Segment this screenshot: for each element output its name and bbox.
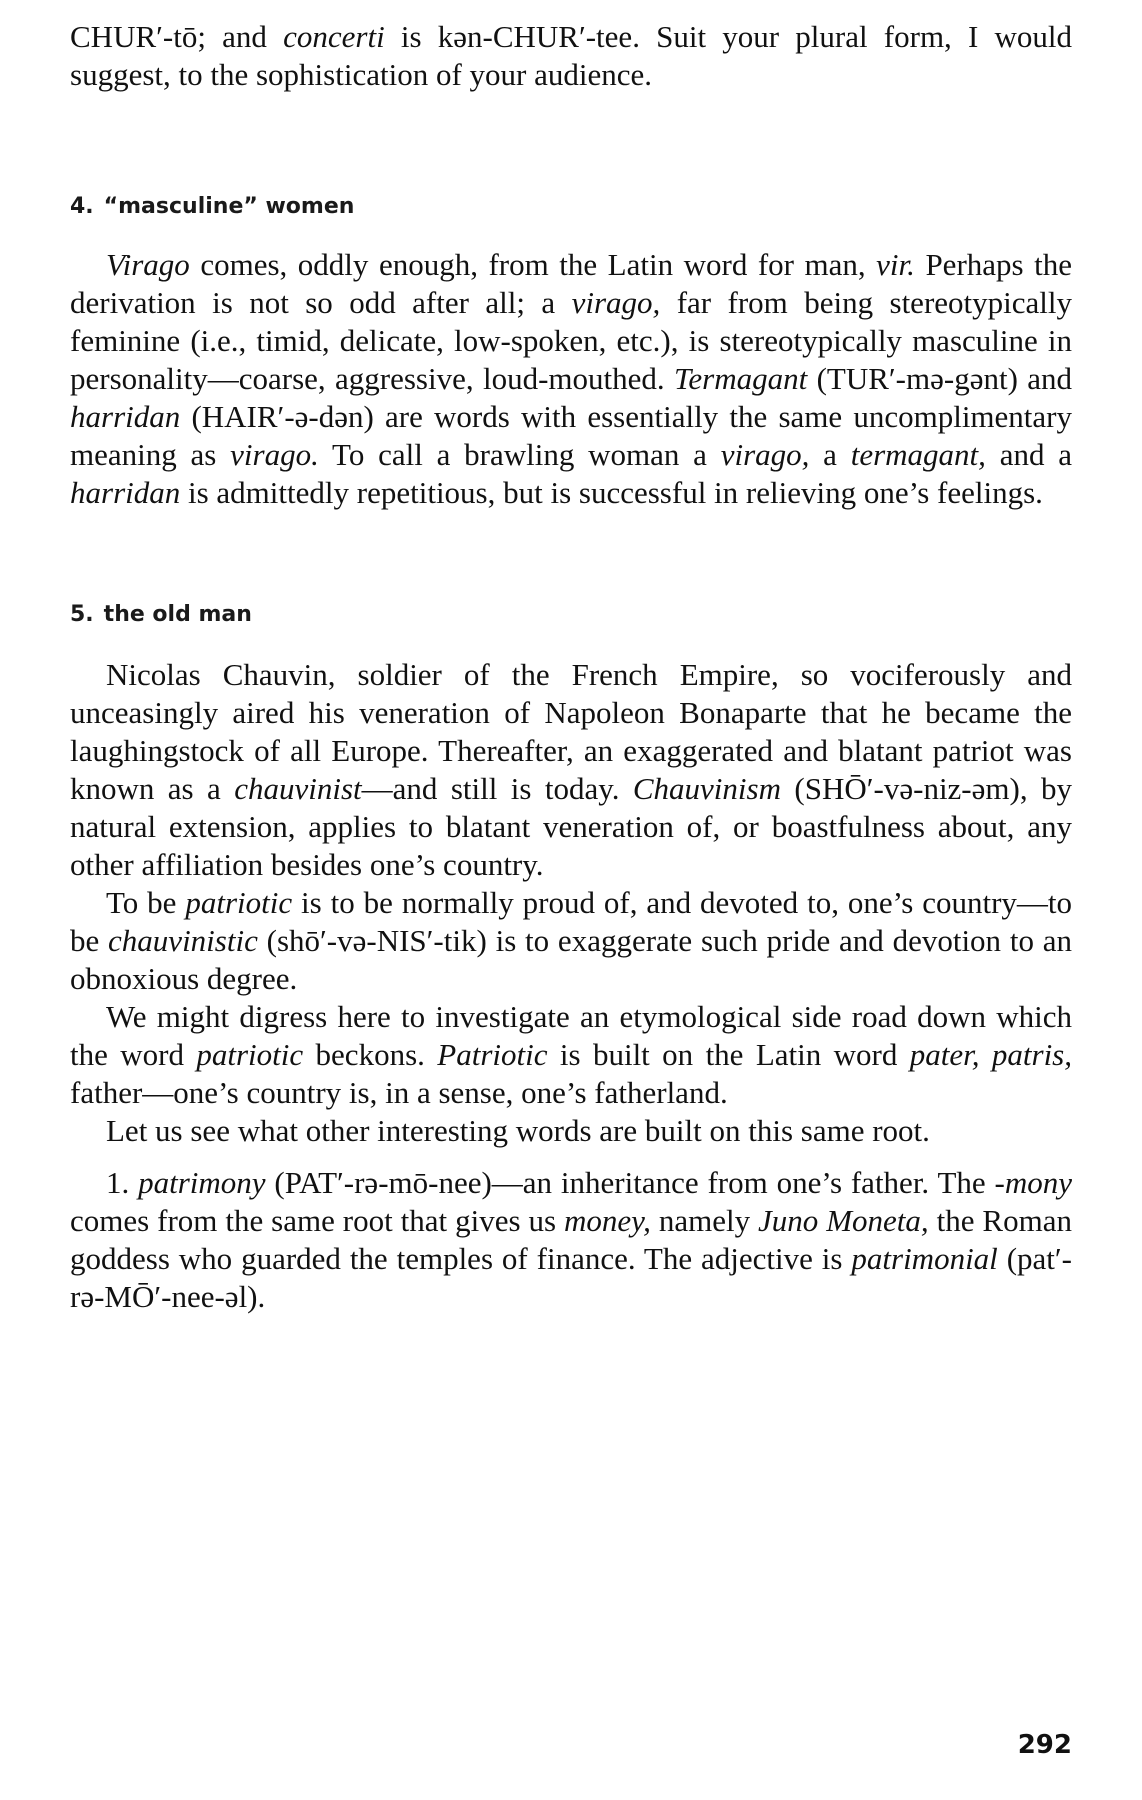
term-harridan: harridan [70,475,181,510]
text-span: father—one’s country is, in a sense, one’s fatherland. [70,1075,728,1110]
intro-text-1: CHUR′-tō; and [70,19,284,54]
text-span: (shō′-və-NIS′-tik) is to exaggerate such pride and devotion to an obnoxious degree. [70,923,1072,996]
section-5-paragraph-5 [70,1164,1072,1316]
term-chauvinistic: chauvinistic [108,923,258,958]
term-juno-moneta: Juno Moneta, [758,1203,929,1238]
term-patrimonial: patrimonial [851,1241,998,1276]
text-span: Perhaps the derivation is not so odd after all; a [70,247,1072,320]
term-chauvinist: chauvinist [234,771,362,806]
text-span: is admittedly repetitious, but is successful in relieving one’s feelings. [180,475,1043,510]
text-span: far from being stereotypically feminine (i.e., timid, delicate, low-spoken, etc.), is stereotypically masculine in personality—coarse, aggressive, loud-mouthed. [70,285,1072,396]
term-money: money, [563,1203,651,1238]
term-patriotic: patriotic [185,885,293,920]
term-mony: -mony [994,1165,1073,1200]
text-span: 1. [106,1165,139,1200]
term-chauvinism: Chauvinism [632,771,781,806]
section-5-heading [70,600,1072,630]
text-span: To call a brawling woman a [318,437,721,472]
text-span: We might digress here to investigate an etymological side road down which the word [70,999,1072,1072]
section-4-heading [70,192,1072,222]
term-patriotic: patriotic [196,1037,304,1072]
term-patrimony: patrimony [138,1165,266,1200]
term-virago: virago, [720,437,810,472]
text-span: (PAT′-rə-mō-nee)—an inheritance from one’s father. The [265,1165,995,1200]
text-span: is to be normally proud of, and devoted to, one’s country—to be [70,885,1072,958]
text-span: (pat′-rə-MŌ′-nee-əl). [70,1241,1072,1314]
text-span: the Roman goddess who guarded the temples of finance. The adjective is [70,1203,1072,1276]
text-span: is built on the Latin word [547,1037,910,1072]
page-number: 292 [1017,1730,1072,1760]
term-vir: vir. [876,247,915,282]
text-span: (SHŌ′-və-niz-əm), by natural extension, applies to blatant veneration of, or boastfulness about, any other affiliation besides one’s country. [70,771,1072,882]
book-page [70,18,1072,1316]
text-span: (HAIR′-ə-dən) are words with essentially the same uncomplimentary meaning as [70,399,1072,472]
text-span: To be [106,885,186,920]
term-harridan: harridan [70,399,181,434]
section-5-title: the old man [103,602,252,627]
text-span: namely [650,1203,759,1238]
text-span: comes from the same root that gives us [70,1203,564,1238]
section-5-paragraph-1 [70,656,1072,884]
section-5-number: 5. [70,602,94,627]
term-virago: Virago [106,247,190,282]
term-virago: virago, [571,285,661,320]
text-span: and a [985,437,1072,472]
section-5-paragraph-3 [70,998,1072,1112]
intro-text-2: is kən-CHUR′-tee. Suit your plural form, I would suggest, to the sophistication of your audience. [70,19,1073,92]
term-virago: virago. [230,437,319,472]
text-span: —and still is today. [361,771,633,806]
section-5-paragraph-2 [70,884,1072,998]
text-span: beckons. [303,1037,438,1072]
intro-paragraph [70,18,1072,94]
section-5-paragraph-4 [70,1112,1072,1150]
section-4-paragraph-1 [70,246,1072,512]
text-span: Nicolas Chauvin, soldier of the French Empire, so vociferously and unceasingly aired his veneration of Napoleon Bonaparte that he became the laughingstock of all Europe. Thereafter, an exaggerated and blatant patriot was known as a [70,657,1072,806]
section-4-number: 4. [70,194,94,219]
term-pater-patris: pater, patris, [909,1037,1072,1072]
text-span: Let us see what other interesting words are built on this same root. [106,1113,930,1148]
intro-term-concerti: concerti [283,19,385,54]
term-patriotic: Patriotic [437,1037,548,1072]
text-span: a [809,437,851,472]
term-termagant: termagant, [850,437,986,472]
section-4-title: “masculine” women [103,194,355,219]
text-span: comes, oddly enough, from the Latin word for man, [189,247,877,282]
text-span: (TUR′-mə-gənt) and [807,361,1073,396]
term-termagant: Termagant [674,361,808,396]
